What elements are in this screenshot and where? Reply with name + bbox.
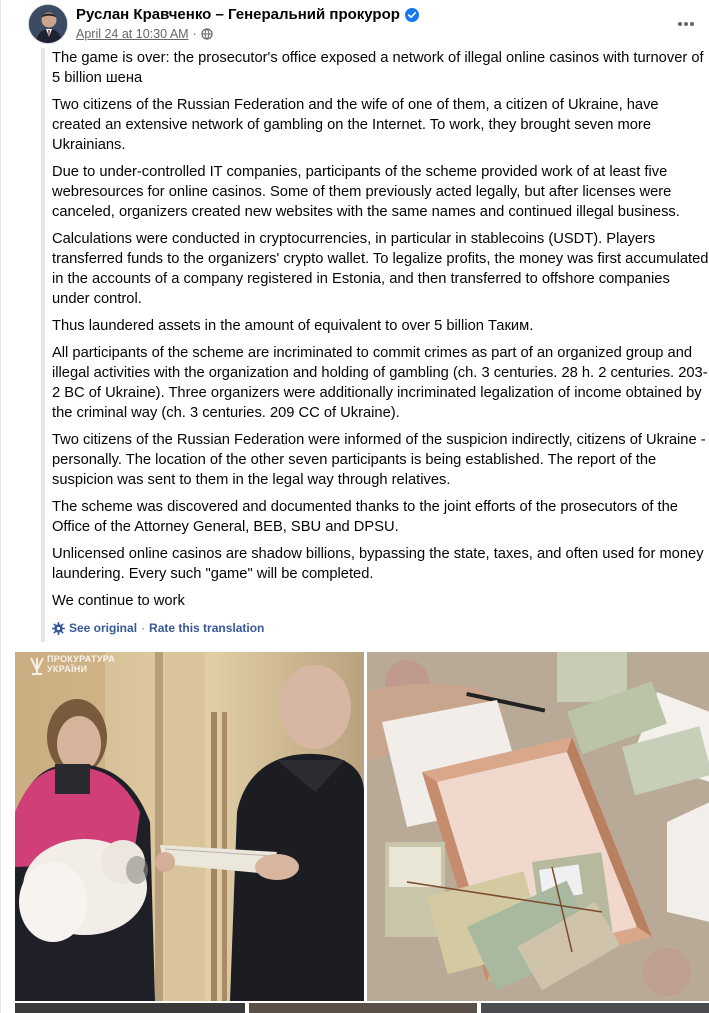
author-row	[76, 6, 419, 23]
post-header	[1, 0, 709, 48]
verified-badge-icon	[405, 8, 419, 22]
post-paragraph: Thus laundered assets in the amount of equivalent to over 5 billion Таким.	[52, 318, 534, 334]
translation-bar	[52, 621, 264, 635]
post-paragraph: Due to under-controlled IT companies, participants of the scheme provided work of at least five webresources for online casinos. Some of them previously acted legally, but after licenses were canceled, organizers created new websites with the same names and continued illegal business.	[52, 164, 680, 220]
avatar-portrait	[29, 5, 68, 44]
more-photos-strip[interactable]	[481, 1003, 709, 1013]
more-options-button[interactable]	[674, 12, 698, 36]
meta-separator: ·	[192, 27, 197, 41]
rate-translation-link[interactable]: Rate this translation	[149, 621, 265, 635]
more-photos-strip[interactable]	[249, 1003, 477, 1013]
more-photos-strip[interactable]	[15, 1003, 245, 1013]
globe-icon[interactable]	[201, 28, 213, 40]
photo-watermark	[47, 654, 115, 674]
post-paragraph: Two citizens of the Russian Federation and the wife of one of them, a citizen of Ukraine, have created an extensive network of gambling on the Internet. To work, they brought seven more Ukrainians.	[52, 97, 659, 153]
post-paragraph: We continue to work	[52, 593, 185, 609]
post-paragraph: All participants of the scheme are incriminated to commit crimes as part of an organized group and illegal activities with the organization and holding of gambling (ch. 3 centuries. 28 h. 2 centuries. 203-2 BC of Ukraine). Three organizers were additionally incriminated legalization of income obtained by the criminal way (ch. 3 centuries. 209 CC of Ukraine).	[52, 345, 708, 421]
author-name[interactable]: Руслан Кравченко – Генеральний прокурор	[76, 6, 400, 23]
author-avatar[interactable]	[28, 4, 68, 44]
post-meta	[76, 27, 213, 41]
translate-gear-icon	[52, 622, 65, 635]
post-paragraph: The scheme was discovered and documented thanks to the joint efforts of the prosecutors of the Office of the Attorney General, BEB, SBU and DPSU.	[52, 499, 678, 535]
post-text	[41, 48, 709, 642]
see-original-link[interactable]: See original	[69, 621, 138, 635]
translation-separator: ·	[141, 621, 146, 635]
more-horizontal-icon	[677, 21, 695, 27]
post-photo-2[interactable]	[367, 652, 709, 1001]
photo-search-scene	[15, 652, 364, 1001]
post-timestamp[interactable]: April 24 at 10:30 AM	[76, 27, 189, 41]
post-paragraph: Two citizens of the Russian Federation were informed of the suspicion indirectly, citizens of Ukraine - personally. The location of the other seven participants is being established. The report of the suspicion was sent to them in the legal way through relatives.	[52, 432, 706, 488]
post-paragraph: Calculations were conducted in cryptocurrencies, in particular in stablecoins (USDT). Players transferred funds to the organizers' crypto wallet. To legalize profits, the money was first accumulated in the accounts of a company registered in Estonia, and then transferred to offshore companies under control.	[52, 231, 709, 307]
watermark-line: ПРОКУРАТУРА	[47, 654, 116, 664]
watermark-line: УКРАЇНИ	[47, 664, 88, 674]
photo-cash-box	[367, 652, 709, 1001]
post-paragraph: Unlicensed online casinos are shadow billions, bypassing the state, taxes, and often used for money laundering. Every such "game" will be completed.	[52, 546, 704, 582]
post-photo-1[interactable]	[15, 652, 364, 1001]
post-paragraph: The game is over: the prosecutor's office exposed a network of illegal online casinos with turnover of 5 billion шена	[52, 50, 704, 86]
